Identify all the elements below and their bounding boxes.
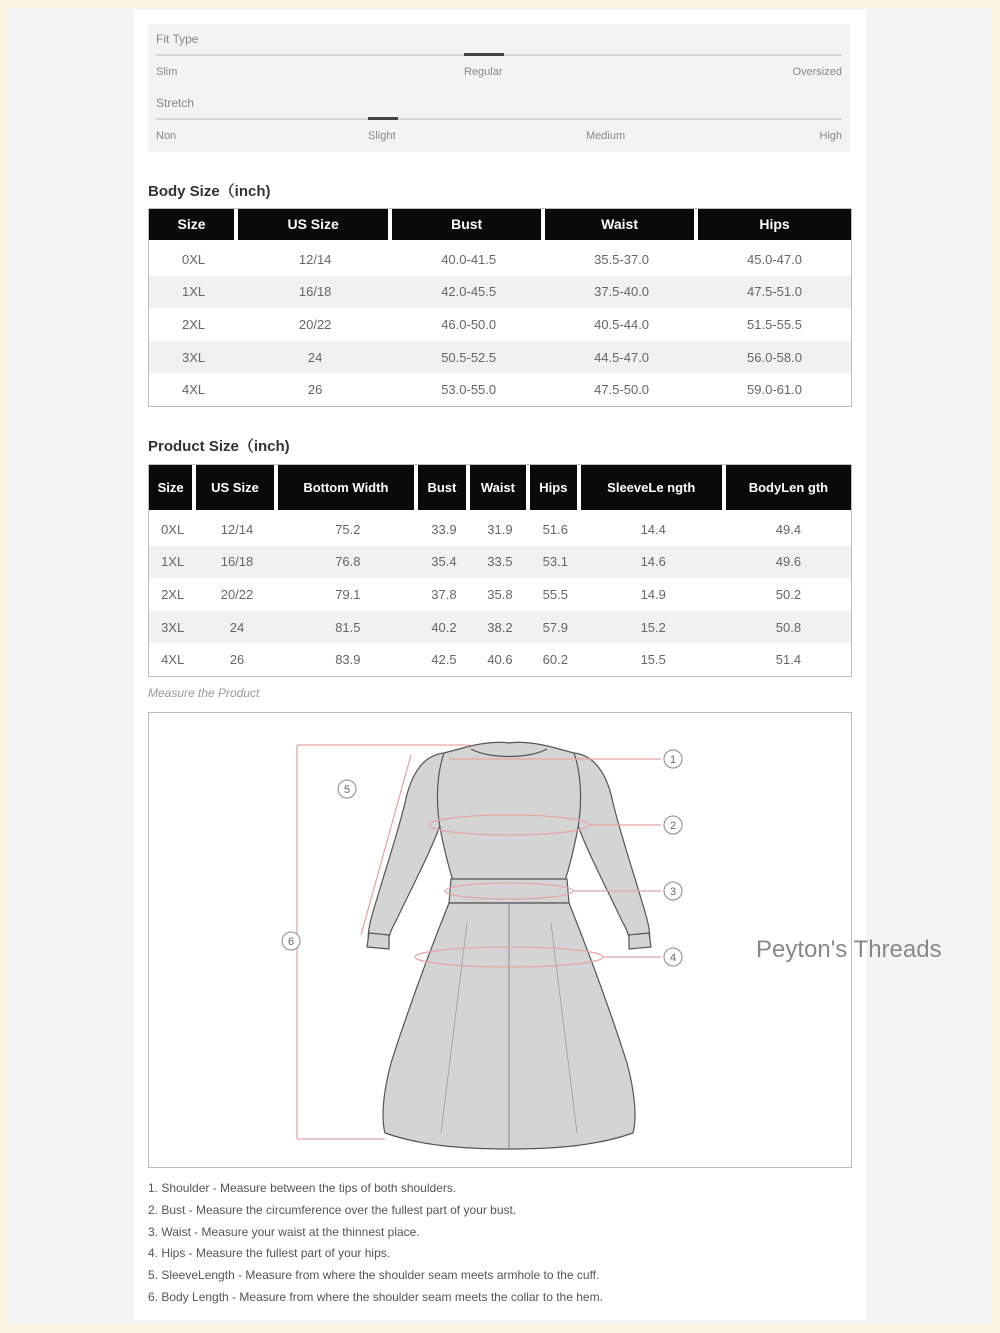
table-cell: 57.9 xyxy=(530,611,581,644)
table-cell: 26 xyxy=(229,652,245,668)
table-cell: 42.0-45.5 xyxy=(392,276,545,309)
body-size-header-cell: Waist xyxy=(545,209,698,243)
table-cell: 50.2 xyxy=(775,586,802,602)
stretch-marker xyxy=(368,117,398,120)
note-shoulder: 1. Shoulder - Measure between the tips of both shoulders. xyxy=(148,1181,457,1195)
table-cell: 31.9 xyxy=(487,521,513,537)
table-row xyxy=(149,308,851,341)
table-cell: 0XL xyxy=(181,251,206,267)
table-cell: 15.5 xyxy=(640,652,666,668)
body-size-header-cell: Size xyxy=(149,209,238,243)
table-row xyxy=(149,276,851,309)
product-size-header-cell: BodyLen gth xyxy=(726,465,851,513)
table-cell: 56.0-58.0 xyxy=(698,341,851,374)
table-cell: 2XL xyxy=(161,586,185,602)
fit-type-label-slim: Slim xyxy=(156,66,178,78)
product-size-header-cell: Bottom Width xyxy=(278,465,418,513)
body-size-table xyxy=(148,208,852,407)
table-cell: 3XL xyxy=(149,611,196,644)
product-size-title: Product Size（inch) xyxy=(148,438,290,455)
table-row xyxy=(149,513,851,546)
table-cell: 37.5-40.0 xyxy=(545,276,698,309)
product-size-table xyxy=(148,464,852,677)
table-cell: 49.4 xyxy=(775,521,802,537)
fit-type-label-regular: Regular xyxy=(464,66,503,78)
table-cell: 33.9 xyxy=(431,521,457,537)
table-cell: 33.5 xyxy=(470,546,530,579)
right-cuff-shape xyxy=(629,933,651,949)
marker-3 xyxy=(664,882,682,900)
table-cell: 38.2 xyxy=(470,611,530,644)
fit-type-label-oversized: Oversized xyxy=(792,66,842,78)
product-size-header-cell: SleeveLe ngth xyxy=(581,465,726,513)
stretch-label-high: High xyxy=(819,130,842,142)
marker-5 xyxy=(338,780,356,798)
table-cell: 35.4 xyxy=(418,546,470,579)
table-row xyxy=(149,643,851,676)
table-cell: 44.5-47.0 xyxy=(545,341,698,374)
table-cell: 4XL xyxy=(181,382,206,398)
dress-diagram-svg xyxy=(149,713,853,1169)
product-size-header-cell: Size xyxy=(149,465,196,513)
note-bust: 2. Bust - Measure the circumference over the fullest part of your bust. xyxy=(148,1202,517,1217)
table-cell: 0XL xyxy=(161,521,185,537)
note-waist: 3. Waist - Measure your waist at the thinnest place. xyxy=(148,1224,420,1239)
stretch-label-slight: Slight xyxy=(368,130,396,142)
diagram-caption: Measure the Product xyxy=(148,686,260,700)
table-cell: 40.6 xyxy=(487,652,513,668)
table-cell: 12/14 xyxy=(220,521,254,537)
stretch-title: Stretch xyxy=(156,96,195,110)
stretch-label-medium: Medium xyxy=(586,130,626,142)
table-cell: 1XL xyxy=(149,546,196,579)
product-size-header-cell: US Size xyxy=(196,465,277,513)
table-cell: 51.6 xyxy=(542,521,568,537)
table-cell: 20/22 xyxy=(298,316,332,332)
product-size-header-row xyxy=(149,465,851,513)
table-cell: 75.2 xyxy=(335,521,361,537)
marker-2-label: 2 xyxy=(669,820,677,832)
table-cell: 51.4 xyxy=(775,652,802,668)
table-cell: 26 xyxy=(307,382,323,398)
table-cell: 50.5-52.5 xyxy=(392,341,545,374)
table-cell: 42.5 xyxy=(431,652,457,668)
fit-type-title: Fit Type xyxy=(156,32,199,46)
note-hips: 4. Hips - Measure the fullest part of your hips. xyxy=(148,1246,391,1261)
table-cell: 59.0-61.0 xyxy=(747,382,802,398)
marker-6 xyxy=(282,932,300,950)
table-cell: 3XL xyxy=(149,341,238,374)
table-cell: 60.2 xyxy=(542,652,568,668)
table-row xyxy=(149,341,851,374)
size-chart-sheet xyxy=(134,10,866,1320)
table-cell: 45.0-47.0 xyxy=(747,251,802,267)
marker-1-label: 1 xyxy=(669,754,677,766)
left-cuff-shape xyxy=(367,933,389,949)
watermark-text: Peyton's Threads xyxy=(756,936,942,963)
measurement-diagram xyxy=(148,712,852,1168)
table-cell: 2XL xyxy=(181,316,206,332)
stretch-label-non: Non xyxy=(156,130,177,142)
table-cell: 40.5-44.0 xyxy=(594,316,650,332)
table-cell: 50.8 xyxy=(726,611,851,644)
body-size-header-cell: Hips xyxy=(698,209,851,243)
table-cell: 35.8 xyxy=(487,586,513,602)
table-cell: 14.6 xyxy=(581,546,726,579)
body-size-title: Body Size（inch) xyxy=(148,183,271,200)
note-body-length: 6. Body Length - Measure from where the shoulder seam meets the collar to the hem. xyxy=(148,1289,603,1304)
fit-stretch-panel xyxy=(148,24,850,152)
table-cell: 1XL xyxy=(149,276,238,309)
table-cell: 55.5 xyxy=(542,586,568,602)
body-size-header-row xyxy=(149,209,851,243)
product-size-header-cell: Hips xyxy=(530,465,581,513)
table-cell: 4XL xyxy=(161,652,185,668)
table-cell: 24 xyxy=(238,341,392,374)
table-cell: 83.9 xyxy=(335,652,361,668)
body-size-header-cell: Bust xyxy=(392,209,545,243)
marker-4 xyxy=(664,948,682,966)
table-cell: 49.6 xyxy=(726,546,851,579)
table-cell: 81.5 xyxy=(278,611,418,644)
table-cell: 35.5-37.0 xyxy=(594,251,650,267)
table-cell: 37.8 xyxy=(431,586,457,602)
right-sleeve-shape xyxy=(574,753,650,945)
table-row xyxy=(149,611,851,644)
table-row xyxy=(149,243,851,276)
table-cell: 16/18 xyxy=(238,276,392,309)
table-cell: 24 xyxy=(196,611,277,644)
table-cell: 12/14 xyxy=(298,251,332,267)
bodice-shape xyxy=(437,742,580,881)
table-cell: 15.2 xyxy=(581,611,726,644)
table-cell: 53.0-55.0 xyxy=(441,382,497,398)
table-cell: 79.1 xyxy=(335,586,361,602)
left-sleeve-shape xyxy=(368,753,444,945)
table-row xyxy=(149,546,851,579)
table-cell: 53.1 xyxy=(530,546,581,579)
marker-6-label: 6 xyxy=(287,936,295,948)
table-cell: 40.2 xyxy=(418,611,470,644)
table-row xyxy=(149,373,851,406)
marker-4-label: 4 xyxy=(669,952,677,964)
note-sleeve-length: 5. SleeveLength - Measure from where the shoulder seam meets armhole to the cuff. xyxy=(148,1268,600,1283)
marker-3-label: 3 xyxy=(669,886,677,898)
body-size-header-cell: US Size xyxy=(238,209,392,243)
measurement-notes xyxy=(148,1178,848,1309)
table-cell: 51.5-55.5 xyxy=(747,316,802,332)
table-cell: 47.5-51.0 xyxy=(698,276,851,309)
marker-2 xyxy=(664,816,682,834)
product-size-header-cell: Bust xyxy=(418,465,470,513)
marker-1 xyxy=(664,750,682,768)
marker-5-label: 5 xyxy=(343,784,351,796)
table-cell: 40.0-41.5 xyxy=(441,251,497,267)
table-row xyxy=(149,578,851,611)
table-cell: 14.4 xyxy=(640,521,666,537)
table-cell: 14.9 xyxy=(640,586,666,602)
table-cell: 20/22 xyxy=(220,586,254,602)
stretch-track xyxy=(156,118,842,120)
table-cell: 16/18 xyxy=(196,546,277,579)
fit-type-marker xyxy=(464,53,504,56)
table-cell: 76.8 xyxy=(278,546,418,579)
table-cell: 46.0-50.0 xyxy=(441,316,497,332)
table-cell: 47.5-50.0 xyxy=(594,382,650,398)
product-size-header-cell: Waist xyxy=(470,465,530,513)
